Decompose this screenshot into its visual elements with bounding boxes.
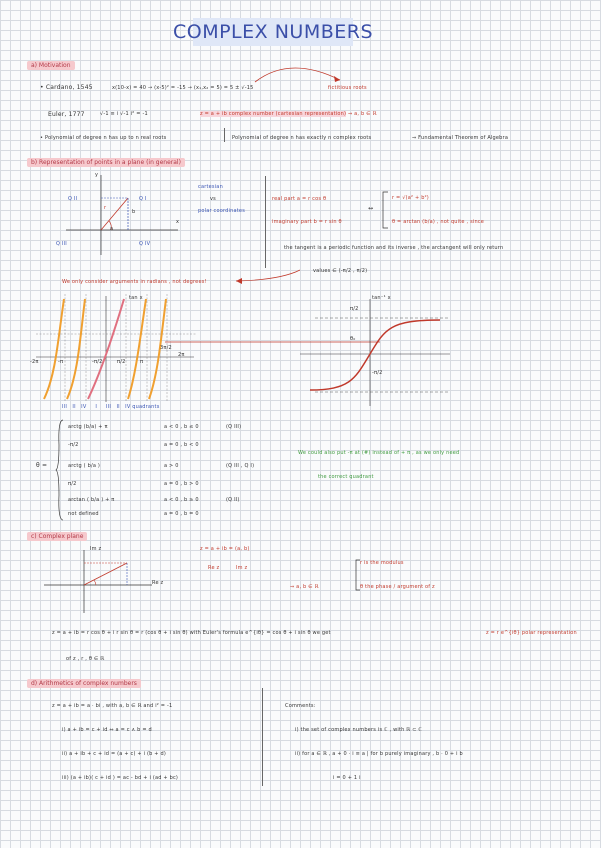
re-axis-label: Re z	[152, 580, 164, 586]
case-expression: not defined	[68, 511, 99, 517]
im-axis-label: Im z	[90, 546, 102, 552]
modulus-note: r is the modulus	[360, 560, 404, 566]
imaginary-part: imaginary part b = r sin θ	[272, 219, 342, 225]
case-condition: a = 0 , b < 0	[164, 442, 199, 448]
label-a: a	[110, 226, 114, 232]
section-a-header: a) Motivation	[27, 61, 75, 70]
cardano-equation: x(10-x) = 40 → (x-5)² = -15 → (x₁,x₂ = 5) = 5 ± √-15	[112, 85, 254, 91]
arctan-label: tan⁻¹ x	[372, 295, 391, 301]
z-definition: z = a + ib complex number (cartesian representation) ⇒ a, b ∈ ℝ	[200, 111, 377, 117]
cartesian-label: cartesian	[198, 184, 223, 190]
case-expression: -π/2	[68, 442, 79, 448]
rule-3: iii) (a + ib)( c + id ) = ac - bd + i (ad + bc)	[62, 775, 179, 781]
real-part: real part a = r cos θ	[272, 196, 327, 202]
polar-representation: z = r e^{iθ} polar representation	[486, 630, 577, 636]
x-axis-label: x	[176, 219, 180, 225]
case-condition: a < 0 , b ≤ 0	[164, 424, 199, 430]
theta-eq-label: θ =	[36, 462, 48, 469]
range-note: the tangent is a periodic function and its inverse , the arctangent will only return	[284, 245, 504, 251]
quadrant-1-label: Q I	[139, 196, 147, 202]
section-b-header: b) Representation of points in a plane (in general)	[27, 158, 185, 167]
tan-label: tan x	[129, 295, 143, 301]
case-expression: arctg (b/a) + π	[68, 424, 108, 430]
case-expression: π/2	[68, 481, 77, 487]
im-z-label: Im z	[236, 565, 248, 571]
polynomial-complex: Polynomial of degree n has exactly n complex roots	[232, 135, 372, 141]
y-axis-label: y	[95, 172, 99, 178]
rule-2: ii) a + ib + c + id = (a + c) + i (b + d)	[62, 751, 166, 757]
theta-formula: θ = arctan (b/a) , not quite , since	[392, 219, 485, 225]
pi-half-label: π/2	[350, 306, 359, 312]
tick-neg-pi-half: -π/2	[92, 359, 103, 365]
case-expression: arctg ( b/a )	[68, 463, 101, 469]
vs-label: vs	[210, 196, 216, 202]
section-d-header: d) Arithmetics of complex numbers	[27, 679, 141, 688]
of-z-line: of z , r , θ ∈ ℝ	[66, 656, 105, 662]
page-title: COMPLEX NUMBERS	[193, 18, 353, 46]
quadrant-4-label: Q IV	[139, 241, 151, 247]
section-c-header: c) Complex plane	[27, 532, 87, 541]
radians-note: We only consider arguments in radians , not degrees!	[62, 279, 207, 285]
cardano-line: • Cardano, 1545	[40, 84, 93, 91]
polynomial-real: • Polynomial of degree n has up to n real roots	[40, 135, 167, 141]
d-line-0: z = a + ib = a · bi , with a, b ∈ ℝ and i² = -1	[52, 703, 173, 709]
arrows-icon: ↔	[368, 205, 374, 212]
divider	[262, 688, 263, 786]
argument-note: θ the phase / argument of z	[360, 584, 435, 590]
case-quadrant: (Q III)	[226, 424, 242, 430]
tick-pi: π	[140, 359, 144, 365]
label-r: r	[104, 205, 107, 211]
rule-1: i) a + ib = c + id ⇔ a = c ∧ b = d	[62, 727, 152, 733]
quadrant-3-label: Q III	[56, 241, 67, 247]
euler-line: Euler, 1777	[48, 111, 85, 118]
tick-pi-half: π/2	[117, 359, 126, 365]
complex-plane-diagram	[42, 545, 162, 615]
theta0-label: θ₀	[350, 336, 356, 342]
tick-neg-2pi: -2π	[30, 359, 39, 365]
fundamental-theorem: ⇒ Fundamental Theorem of Algebra	[412, 135, 509, 141]
atan2-note-2: the correct quadrant	[318, 474, 374, 480]
euler-form: z = a + ib = r cos θ + i r sin θ = r (cos θ + i sin θ) with Euler's formula e^{iθ} = cos θ + i sin θ we get	[52, 630, 331, 636]
case-quadrant: (Q III , Q I)	[226, 463, 255, 469]
case-condition: a > 0	[164, 463, 179, 469]
comments-header: Comments:	[285, 703, 316, 709]
comment-1: i) the set of complex numbers is ℂ , with ℝ ⊂ ℂ	[295, 727, 423, 733]
case-condition: a = 0 , b = 0	[164, 511, 199, 517]
r-formula: r = √(a² + b²)	[392, 195, 429, 201]
bullet-icon: •	[40, 84, 44, 91]
euler-equation: √-1 ≡ i √-1 i² = -1	[100, 111, 148, 117]
neg-pi-half-label: -π/2	[372, 370, 383, 376]
arctan-graph	[300, 294, 460, 409]
label-b: b	[132, 209, 136, 215]
quadrant-2-label: Q II	[68, 196, 78, 202]
case-expression: arctan ( b/a ) + π	[68, 497, 115, 503]
atan2-note-1: We could also put -π at (#) instead of + π , as we only need	[298, 450, 460, 456]
case-quadrant: (Q II)	[226, 497, 240, 503]
arrow-ab-real: ⇒ a, b ∈ ℝ	[290, 584, 319, 590]
brace-icon	[56, 420, 64, 520]
fictitious-roots: fictitious roots	[328, 85, 367, 91]
tick-neg-pi: -π	[58, 359, 64, 365]
re-z-label: Re z	[208, 565, 220, 571]
comment-3: i = 0 + 1 i	[333, 775, 361, 781]
quadrant-row: III II IV I III II IV quadrants	[62, 404, 160, 410]
case-condition: a = 0 , b > 0	[164, 481, 199, 487]
tick-2pi: 2π	[178, 352, 185, 358]
case-condition: a < 0 , b ≥ 0	[164, 497, 199, 503]
z-decomposition: z = a + ib = (a, b)	[200, 546, 250, 552]
tick-3pi-half: 3π/2	[160, 345, 172, 351]
values-range: values ∈ (-π/2 , π/2)	[313, 268, 368, 274]
polar-label: polar coordinates	[198, 208, 246, 214]
bullet-icon: •	[40, 135, 44, 141]
comment-2: ii) for a ∈ ℝ , a + 0 · i ≡ a | for b purely imaginary , b · 0 + i b	[295, 751, 463, 757]
